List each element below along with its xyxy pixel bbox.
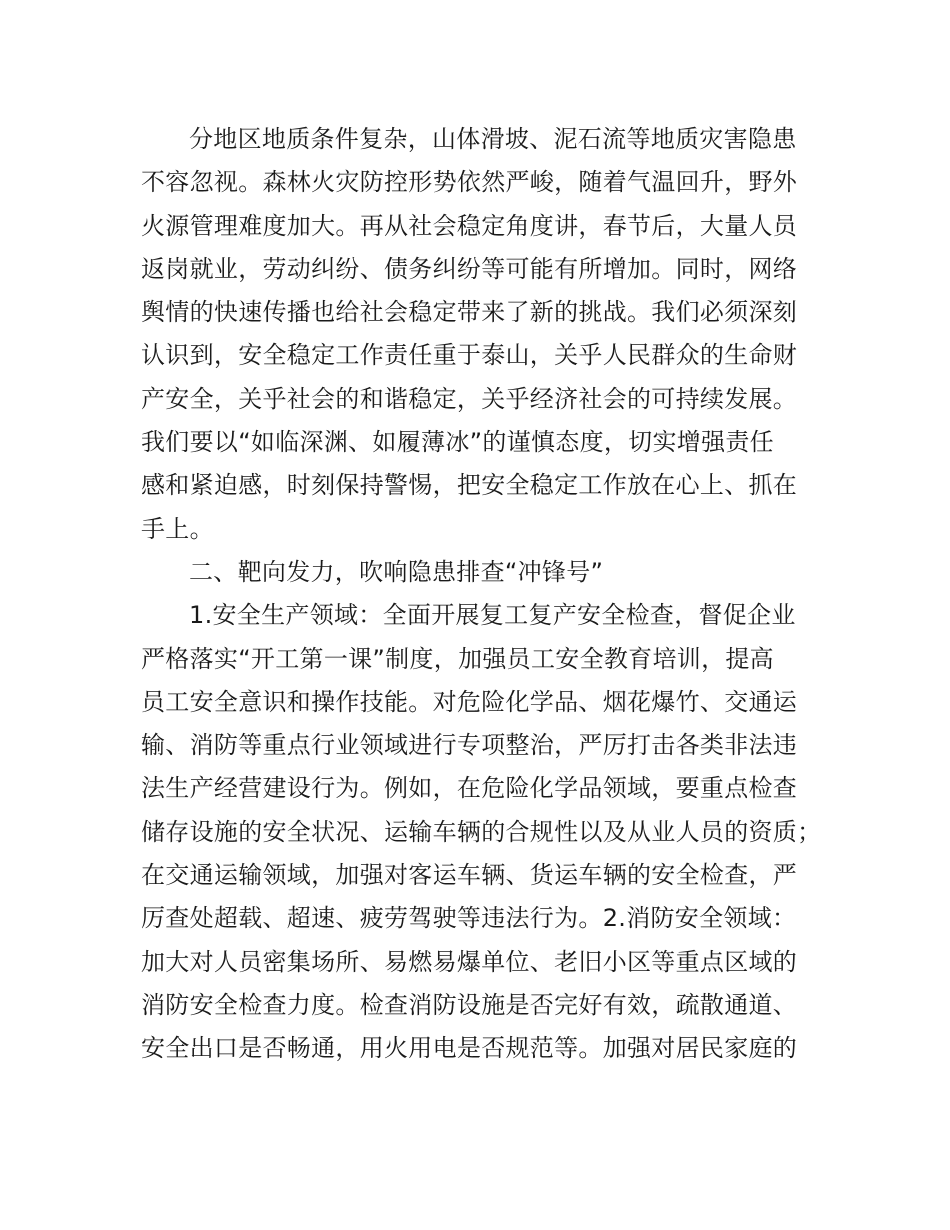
text-line: 感和紧迫感，时刻保持警惕，把安全稳定工作放在心上、抓在 [141, 471, 798, 500]
section-heading: 二、靶向发力，吹响隐患排查“冲锋号” [189, 557, 604, 586]
text-line: 严格落实“开工第一课”制度，加强员工安全教育培训，提高 [141, 644, 774, 673]
text-line: 分地区地质条件复杂，山体滑坡、泥石流等地质灾害隐患 [189, 125, 797, 153]
text-line: 认识到，安全稳定工作责任重于泰山，关乎人民群众的生命财 [141, 341, 798, 370]
text-line: 员工安全意识和操作技能。对危险化学品、烟花爆竹、交通运 [141, 687, 798, 716]
text-line: 舆情的快速传播也给社会稳定带来了新的挑战。我们必须深刻 [141, 298, 798, 327]
text-line: 不容忽视。森林火灾防控形势依然严峻，随着气温回升，野外 [141, 168, 798, 197]
text-line: 火源管理难度加大。再从社会稳定角度讲，春节后，大量人员 [141, 211, 798, 240]
text-line: 法生产经营建设行为。例如，在危险化学品领域，要重点检查 [141, 774, 798, 803]
text-line: 储存设施的安全状况、运输车辆的合规性以及从业人员的资质； [141, 817, 822, 846]
text-line: 输、消防等重点行业领域进行专项整治，严厉打击各类非法违 [141, 731, 798, 760]
text-line: 安全出口是否畅通，用火用电是否规范等。加强对居民家庭的 [141, 1034, 798, 1063]
text-line: 手上。 [141, 514, 214, 543]
text-line: 消防安全检查力度。检查消防设施是否完好有效，疏散通道、 [141, 990, 798, 1019]
text-line: 在交通运输领域，加强对客运车辆、货运车辆的安全检查，严 [141, 861, 798, 890]
text-line: 加大对人员密集场所、易燃易爆单位、老旧小区等重点区域的 [141, 947, 798, 976]
text-line: 我们要以“如临深渊、如履薄冰”的谨慎态度，切实增强责任 [141, 428, 774, 457]
document-body [141, 118, 821, 1071]
text-line: 返岗就业，劳动纠纷、债务纠纷等可能有所增加。同时，网络 [141, 254, 798, 283]
text-line: 厉查处超载、超速、疲劳驾驶等违法行为。2.消防安全领域： [141, 904, 797, 933]
text-line: 产安全，关乎社会的和谐稳定，关乎经济社会的可持续发展。 [141, 384, 798, 413]
text-line: 1.安全生产领域：全面开展复工复产安全检查，督促企业 [189, 601, 796, 630]
